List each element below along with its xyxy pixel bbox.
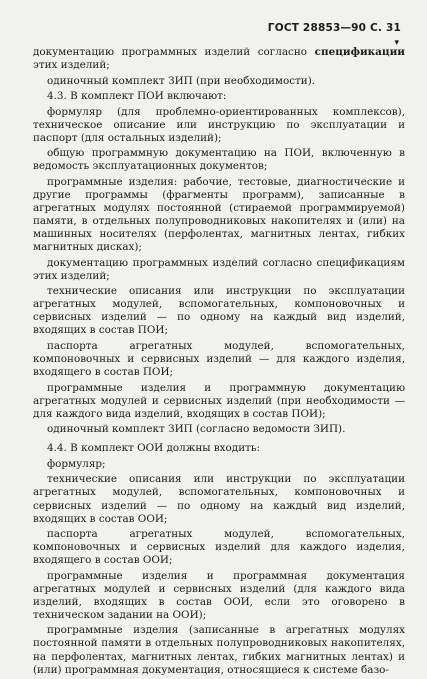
paragraph-15: паспорта агрегатных модулей, вспомогательных, компоновочных и сервисных изделий для каждого изделия, входящего в состав ООИ;: [33, 528, 405, 567]
paragraph-7: документацию программных изделий согласно спецификациям этих изделий;: [33, 256, 405, 282]
paragraph-4: формуляр (для проблемно-ориентированных комплексов), техническое описание или инструкцию по эксплуатации и паспорт (для остальных изделий);: [33, 105, 405, 144]
paragraph-6: программные изделия: рабочие, тестовые, диагностические и другие программы (фрагменты программ), записанные в агрегатных модулях постоянной (стираемой программируемой) памяти, в отдельных полупроводниковых накопителях и (или) на машинных носителях (перфолентах, магнитных лентах, гибких магнитных дисках);: [33, 175, 405, 254]
paragraph-2: одиночный комплект ЗИП (при необходимости).: [47, 74, 316, 87]
margin-mark: ▾: [394, 38, 399, 48]
paragraph-17: программные изделия (записанные в агрегатных модулях постоянной памяти в отдельных полупроводниковых накопителях, на перфолентах, магнитных лентах, гибких магнитных лентах) и (или) программная документация, относящиеся к системе базо-: [33, 624, 405, 676]
paragraph-8: технические описания или инструкции по эксплуатации агрегатных модулей, вспомогательных, компоновочных и сервисных изделий — по одному на каждый вид изделий, входящих в состав ПОИ;: [33, 285, 405, 337]
paragraph-13: формуляр;: [47, 457, 106, 470]
paragraph-11: одиночный комплект ЗИП (согласно ведомости ЗИП).: [47, 423, 346, 436]
section-4-3-heading: 4.3. В комплект ПОИ включают:: [47, 90, 227, 103]
emphasis-spec: спецификации: [314, 46, 405, 58]
paragraph-5: общую программную документацию на ПОИ, включенную в ведомость эксплуатационных документов;: [33, 147, 405, 173]
paragraph-16: программные изделия и программная документация агрегатных модулей и сервисных изделий (для каждого вида изделий, входящих в состав ООИ, если это оговорено в техническом задании на ООИ);: [33, 569, 405, 621]
paragraph-9: паспорта агрегатных модулей, вспомогательных, компоновочных и сервисных изделий — для каждого изделия, входящего в состав ПОИ;: [33, 339, 405, 379]
standard-reference: ГОСТ 28853—90 С. 31: [267, 22, 401, 34]
paragraph-10: программные изделия и программную документацию агрегатных модулей и сервисных изделий (при необходимости — для каждого вида изделий, входящих в состав ПОИ);: [33, 381, 405, 420]
paragraph-14: технические описания или инструкции по эксплуатации агрегатных модулей, вспомогательных, компоновочных и сервисных изделий — по одному на каждый вид изделий, входящих в состав ООИ;: [33, 473, 405, 525]
document-body: [33, 46, 405, 679]
section-4-4-heading: 4.4. В комплект ООИ должны входить:: [47, 442, 261, 455]
paragraph-1: документацию программных изделий согласно спецификации этих изделий;: [33, 46, 405, 72]
